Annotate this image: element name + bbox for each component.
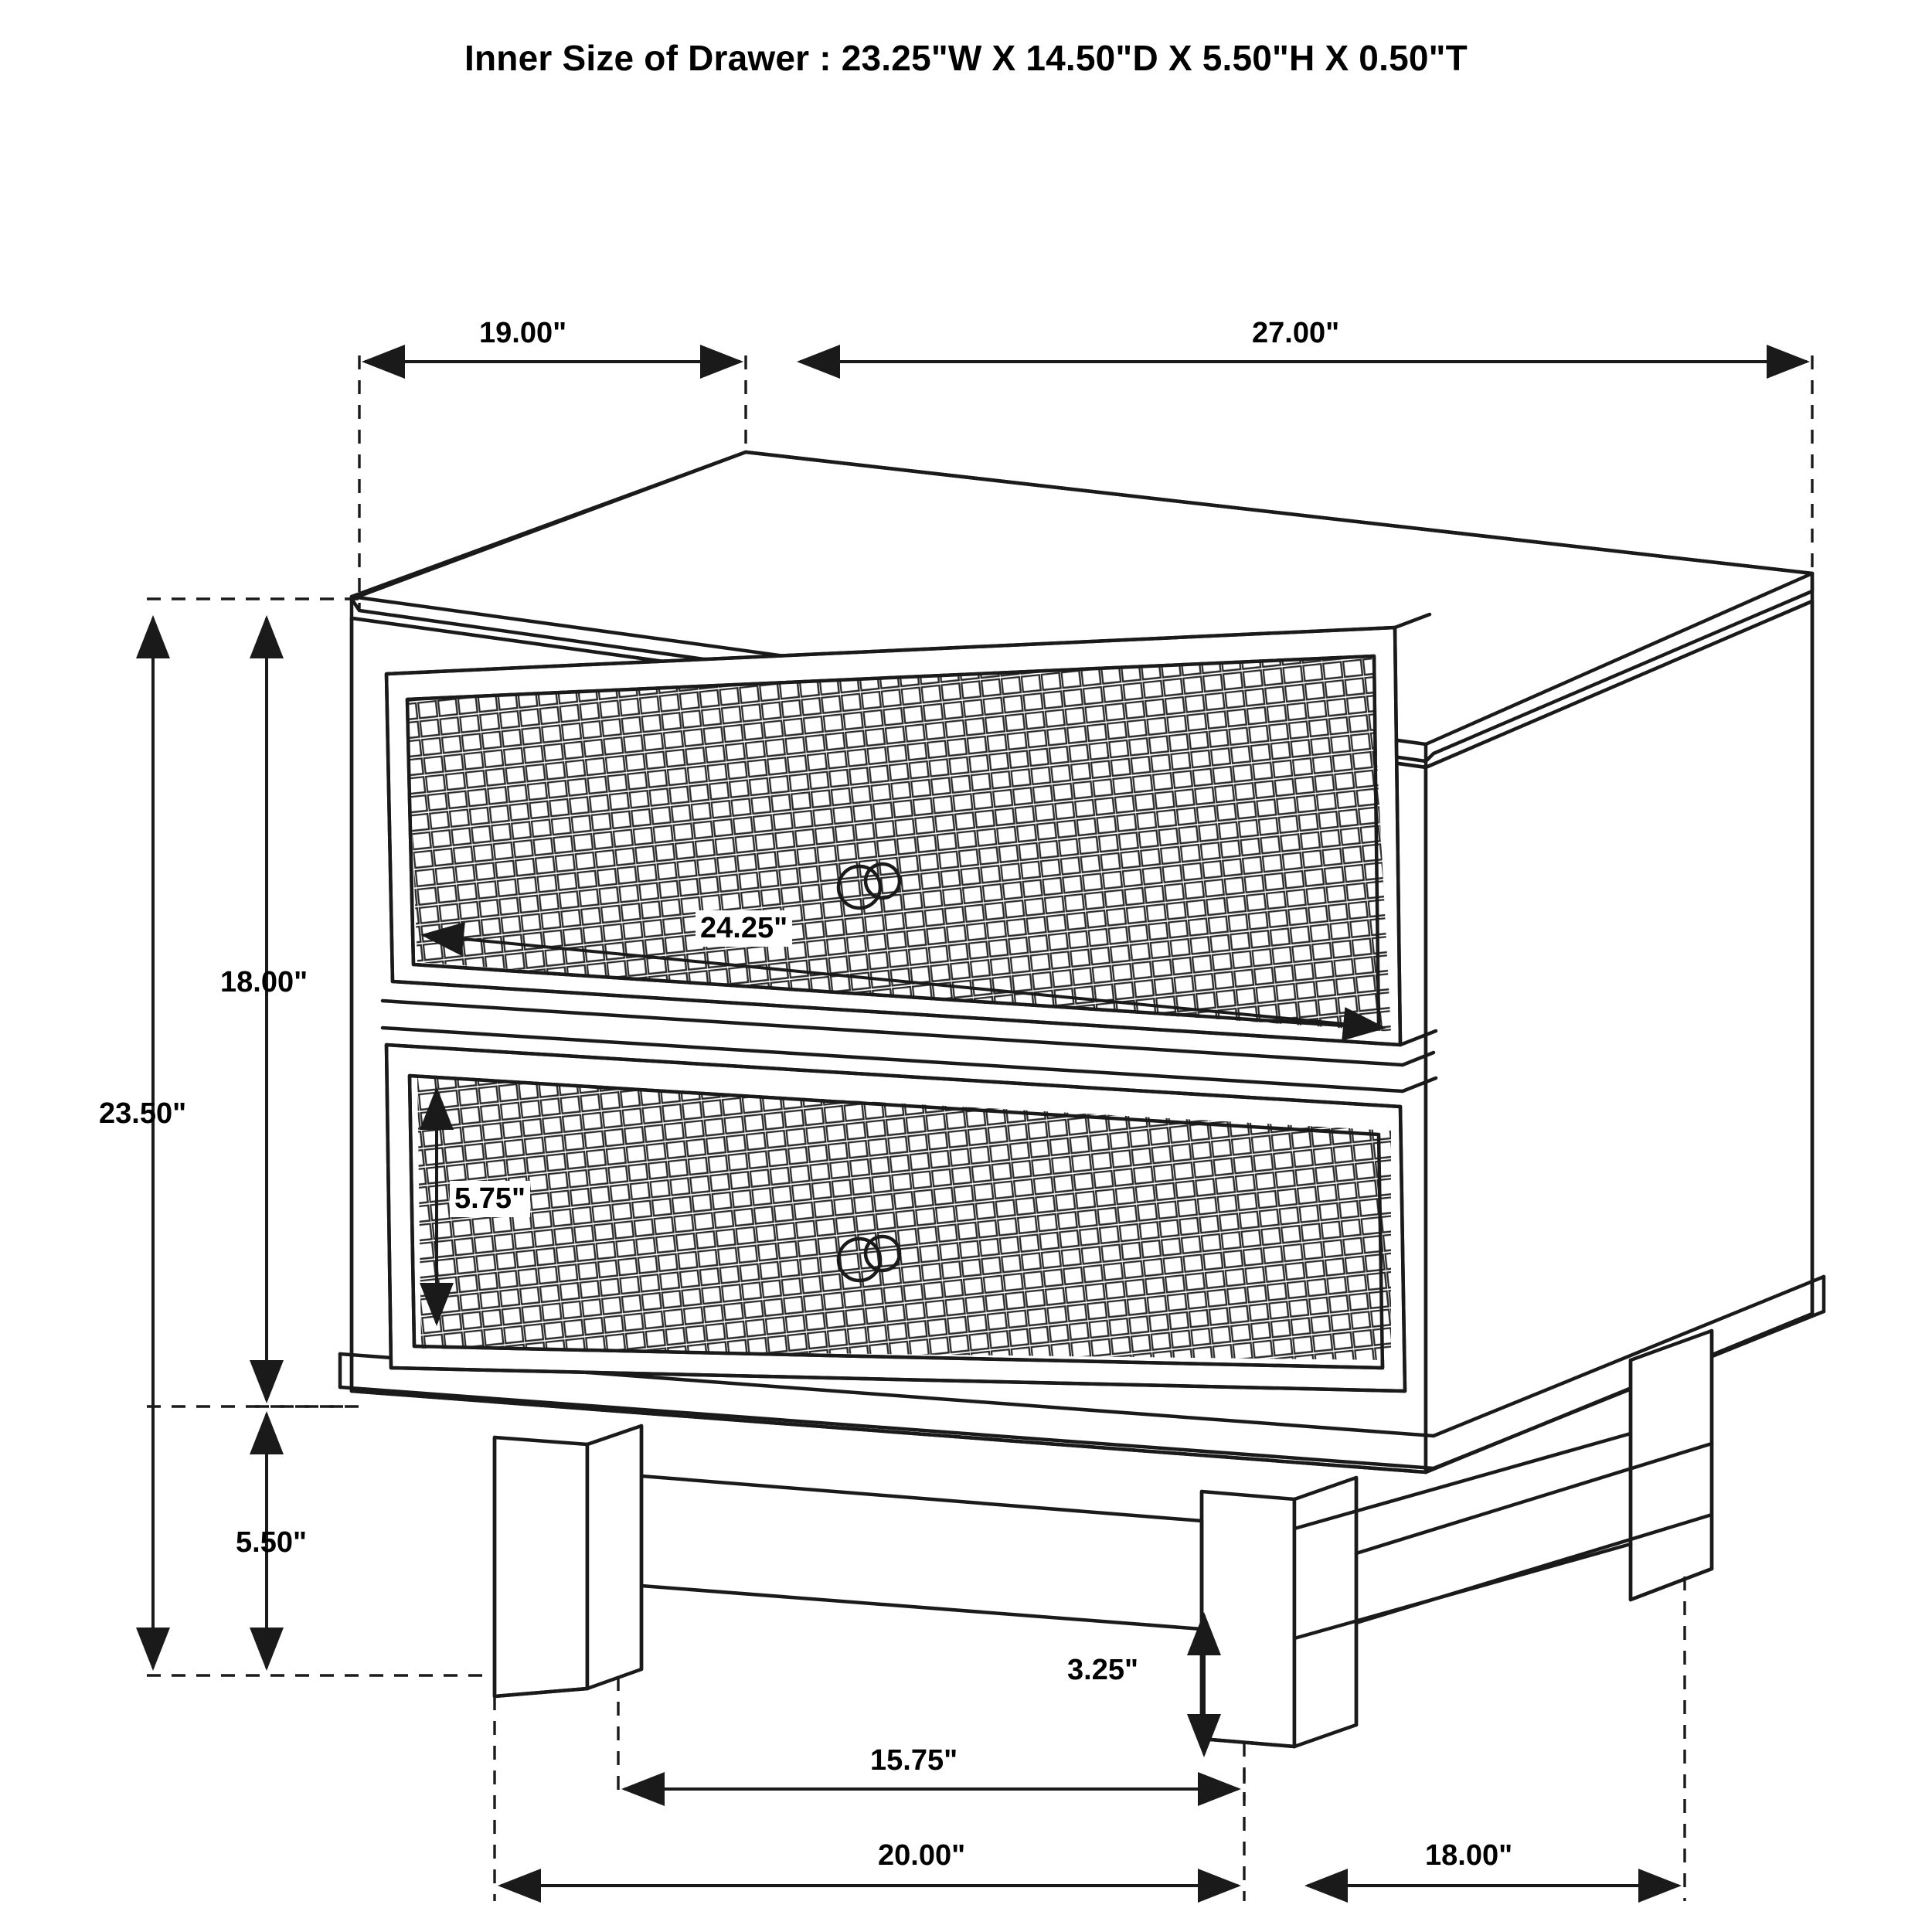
dimension-label-case-height: 18.00" — [220, 966, 308, 998]
dimension-label-leg-height: 5.50" — [236, 1526, 307, 1559]
dimension-label-overall-height: 23.50" — [99, 1097, 187, 1130]
dimension-label-top-width: 27.00" — [1252, 317, 1340, 349]
dimension-label-drawer-height: 5.75" — [450, 1181, 530, 1217]
dimension-label-leg-outer-span: 20.00" — [873, 1838, 970, 1874]
dimension-label-side-depth: 18.00" — [1420, 1838, 1517, 1874]
dimension-label-leg-inner-span: 15.75" — [866, 1743, 962, 1779]
page-title: Inner Size of Drawer : 23.25"W X 14.50"D X 5.50"H X 0.50"T — [464, 38, 1468, 78]
dimension-label-top-depth: 19.00" — [479, 317, 567, 349]
dimension-label-stretcher-height: 3.25" — [1063, 1652, 1143, 1689]
dimension-label-drawer-width: 24.25" — [696, 910, 792, 947]
